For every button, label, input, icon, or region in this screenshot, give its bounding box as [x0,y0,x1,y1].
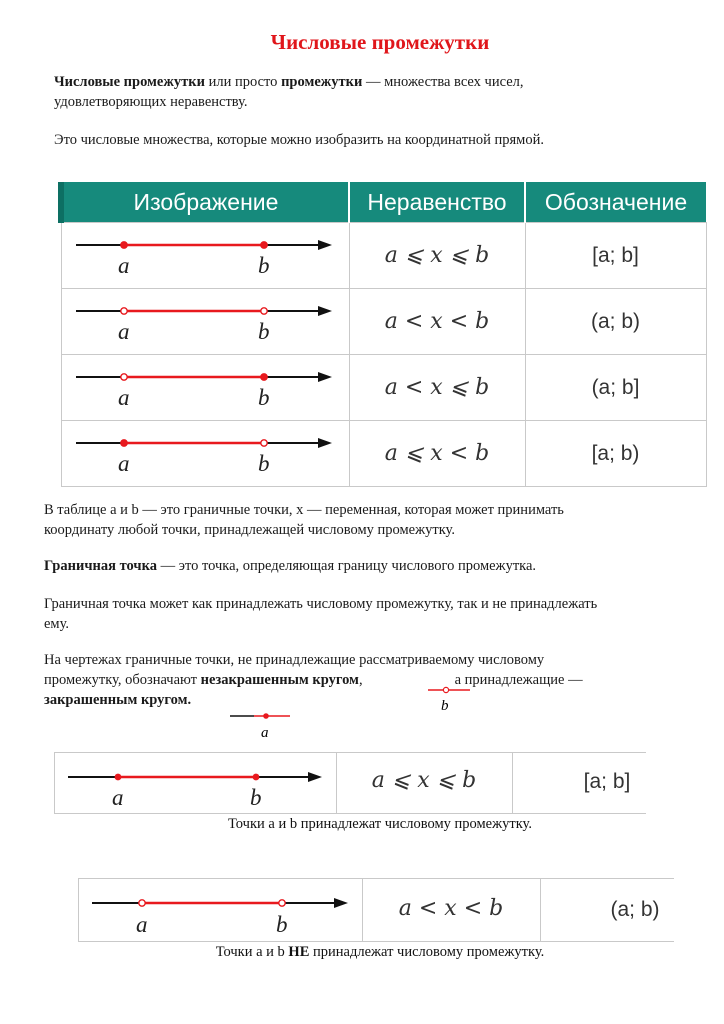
svg-text:b: b [250,785,262,810]
number-line-open-open [62,289,346,349]
example1-caption: Точки a и b принадлежат числовому промежутку. [228,816,532,832]
example1-number-line [56,752,336,812]
table-row [61,223,706,289]
example2-notation: (a; b) [610,898,660,921]
boundary-point-definition: Граничная точка — это точка, определяющая границу числового промежутка. [44,558,537,574]
term-intervals: промежутки [281,74,363,90]
boundary-points-note: В таблице a и b — это граничные точки, x — переменная, которая может принимать координату любой точки, принадлежащей числовому промежутку. [44,502,564,538]
inequality-cell: a < x ⩽ b [349,355,525,421]
label-b: b [257,451,269,476]
example1-inequality: a ⩽ x ⩽ b [371,768,477,793]
label-b: b [257,385,269,410]
label-b: b [257,253,269,278]
term-boundary-point: Граничная точка [44,558,157,574]
notation-cell: [a; b] [525,223,706,289]
inequality-cell: a ⩽ x ⩽ b [349,223,525,289]
svg-text:a: a [136,912,148,937]
label-b: b [257,319,269,344]
table-row [61,289,706,355]
example2-inequality: a < x < b [398,896,504,921]
label-a: a [117,319,129,344]
closed-point-b [260,374,267,381]
label-a: a [117,253,129,278]
number-line-open-closed [62,355,346,415]
number-line-cell [61,355,349,421]
open-point-a [120,374,126,380]
header-notation: Обозначение [525,182,706,223]
header-inequality: Неравенство [349,182,525,223]
example2-number-line [80,878,362,940]
closed-point-a [120,242,127,249]
drawing-convention: На чертежах граничные точки, не принадлежащие рассматриваемому числовому промежутку, обозначают незакрашенным кругом, а принадлежащие — закрашенным кругом. [44,652,583,708]
notation-cell: (a; b] [525,355,706,421]
table-header-row [61,182,706,223]
open-point-b [279,900,285,906]
table-row [61,421,706,487]
inequality-cell: a ⩽ x < b [349,421,525,487]
table-row [61,355,706,421]
closed-point-a [115,774,122,781]
label-a: a [117,385,129,410]
intro-sets: Это числовые множества, которые можно изобразить на координатной прямой. [54,132,544,148]
mini-closed-point [228,708,292,742]
number-line-closed-open [62,421,346,481]
mini-open-point [426,683,472,717]
inequality-cell: a < x < b [349,289,525,355]
open-point-a [120,308,126,314]
svg-text:b: b [441,698,449,714]
svg-text:a: a [112,785,124,810]
notation-cell: (a; b) [525,289,706,355]
page-title: Числовые промежутки [270,30,490,54]
intro-definition: Числовые промежутки или просто промежутки — множества всех чисел, удовлетворяющих неравенству. [54,74,524,110]
example1-notation: [a; b] [583,770,631,793]
number-line-cell [61,223,349,289]
closed-point-b [260,242,267,249]
open-point-b [260,440,266,446]
label-a: a [117,451,129,476]
number-line-closed-closed [62,223,346,283]
notation-cell: [a; b) [525,421,706,487]
svg-text:b: b [276,912,288,937]
number-line-cell [61,421,349,487]
closed-point-b [253,774,260,781]
term-numeric-intervals: Числовые промежутки [54,74,205,90]
number-line-cell [61,289,349,355]
open-point-b [260,308,266,314]
intervals-table [58,182,707,487]
boundary-point-membership: Граничная точка может как принадлежать числовому промежутку, так и не принадлежать ему. [44,596,598,632]
closed-point-a [120,440,127,447]
example2-caption: Точки а и b НЕ принадлежат числовому промежутку. [215,944,545,960]
svg-text:a: a [261,725,269,741]
header-image: Изображение [61,182,349,223]
open-point-a [139,900,145,906]
